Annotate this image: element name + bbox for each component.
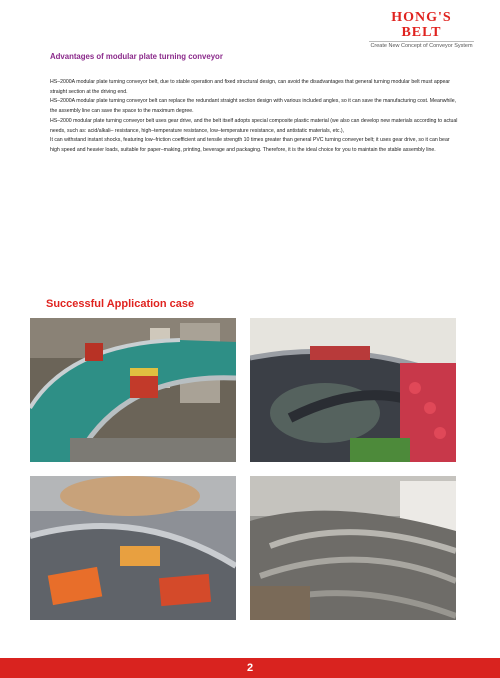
application-case-title: Successful Application case <box>46 298 195 310</box>
brand-tagline: Create New Concept of Conveyor System <box>370 43 473 49</box>
photo-package-conveyor <box>30 476 236 620</box>
photo-green-turning-conveyor <box>30 318 236 462</box>
photo-long-modular-conveyor <box>250 476 456 620</box>
brand-name: HONG'S BELT <box>391 10 452 40</box>
paragraph-2: HS–2000A modular plate turning conveyor belt can replace the redundant straight section design with various included angles, so it can save the manufacturing cost. Meanwhile, the assembly line can save the space to the maximum degree. <box>50 98 457 115</box>
advantages-text <box>50 78 460 156</box>
section-title: Advantages of modular plate turning conveyor <box>50 52 223 61</box>
paragraph-4: It can withstand instant shocks, featuring low–friction coefficient and tensile strength 10 times greater than general PVC turning conveyer belt; it uses gear drive, so it can bear high speed and heavier loads, suitable for paper–making, printing, beverage and packaging. Therefore, it is the ideal choice for you to maintain the stable assembly line. <box>50 137 450 153</box>
paragraph-3: HS–2000 modular plate turning conveyor belt uses gear drive, and the belt itself adopts special composite plastic material (we also can develop new materials according to actual needs, such as: acid/alkali– resistance, high–temperature resistance, low–temperature resistance, and antistatic materials, etc.), <box>50 117 458 134</box>
page-number: 2 <box>246 662 254 674</box>
photo-produce-conveyor <box>250 318 456 462</box>
paragraph-1: HS–2000A modular plate turning conveyor belt, due to stable operation and fixed structural design, can avoid the disadvantages that general turning modular belt must appear straight section at the driving end. <box>50 79 450 95</box>
brand-logo <box>369 10 474 49</box>
